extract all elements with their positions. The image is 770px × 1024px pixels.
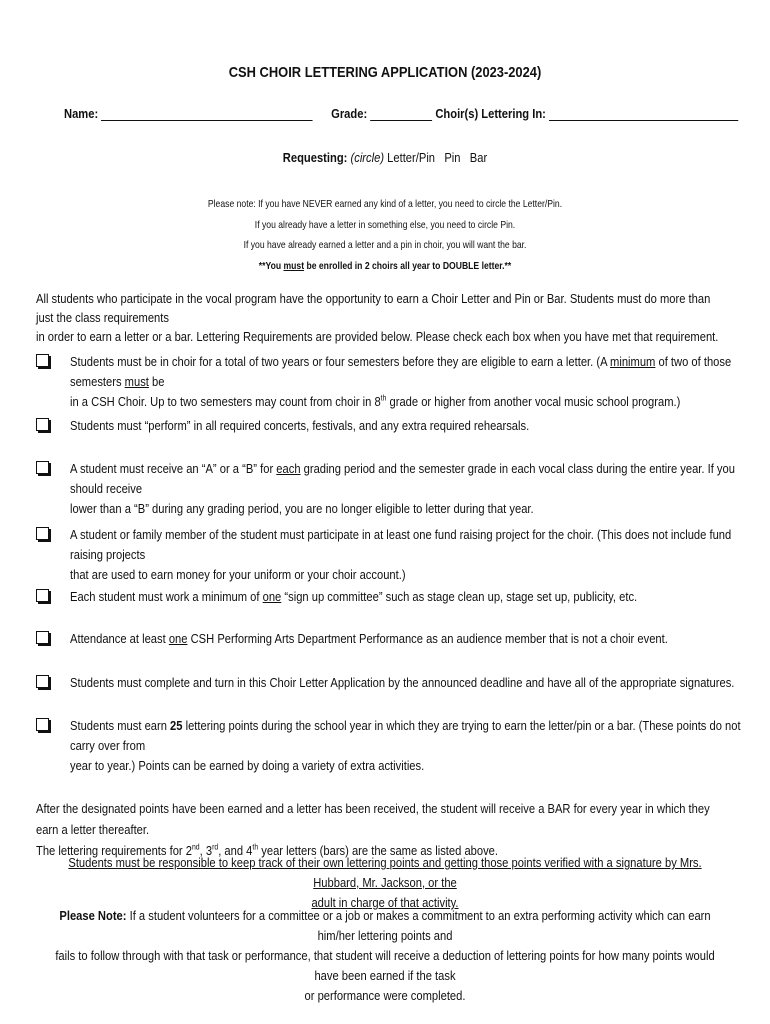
name-field[interactable] <box>101 108 313 121</box>
requesting-circle-hint: (circle) <box>350 150 385 165</box>
note-line: If you have already earned a letter and a pin in choir, you will want the bar. <box>243 239 527 251</box>
please-note-paragraph: Please Note: If a student volunteers for a committee or a job or makes a commitment to an extra performing activity which can earn him/her lettering points and fails to follow through with that task or performance, that student will receive a deduction of lettering points for how many points would have been earned if the task or performance were completed. <box>55 908 715 1003</box>
requirement-checkbox[interactable] <box>36 527 49 540</box>
requirement-text: Each student must work a minimum of one “sign up committee” such as stage clean up, stage set up, publicity, etc. <box>70 589 638 604</box>
intro-paragraph <box>36 289 724 346</box>
intro-line: All students who participate in the vocal program have the opportunity to earn a Choir Letter and Pin or Bar. Students must do more than just the class requirements <box>36 291 711 325</box>
note-line: If you already have a letter in something else, you need to circle Pin. <box>254 218 516 231</box>
intro-line: in order to earn a letter or a bar. Lettering Requirements are provided below. Please check each box when you have met that requirement. <box>36 329 719 344</box>
requirement-checkbox[interactable] <box>36 418 49 431</box>
student-info-row <box>64 106 649 121</box>
requirement-checkbox[interactable] <box>36 718 49 731</box>
name-label: Name: <box>64 106 99 121</box>
requirement-text: A student must receive an “A” or a “B” for each grading period and the semester grade in each vocal class during the entire year. If you should receive lower than a “B” during any grading period, you are no longer eligible to letter during that year. <box>70 461 735 516</box>
requirement-text: Students must earn 25 lettering points during the school year in which they are trying to earn the letter/pin or a bar. (These points do not carry over from year to year.) Points can be earned by doing a variety of extra activities. <box>70 718 741 773</box>
choirs-label: Choir(s) Lettering In: <box>435 106 546 121</box>
double-letter-note <box>69 256 700 277</box>
note-line: Please note: If you have NEVER earned any kind of a letter, you need to circle the Letter/Pin. <box>207 198 563 210</box>
requirement-text: Students must “perform” in all required concerts, festivals, and any extra required rehearsals. <box>70 418 530 433</box>
note-emphasis: must <box>283 259 305 272</box>
requirement-checkbox[interactable] <box>36 354 49 367</box>
after-letter-paragraph: After the designated points have been earned and a letter has been received, the student will receive a BAR for every year in which they earn a letter thereafter. The lettering requirements for 2nd, 3rd, and 4th year letters (bars) are the same as listed above. <box>36 801 710 858</box>
notes-block <box>69 194 700 276</box>
requesting-line <box>54 150 716 165</box>
requirement-text: Attendance at least one CSH Performing Arts Department Performance as an audience member that is not a choir event. <box>70 631 668 646</box>
requirement-checkbox[interactable] <box>36 631 49 644</box>
grade-label: Grade: <box>331 106 368 121</box>
requirement-text: Students must be in choir for a total of two years or four semesters before they are eligible to earn a letter. (A minimum of two of those semesters must be in a CSH Choir. Up to two semesters may count from choir in 8th grade or higher from another vocal music school program.) <box>70 354 732 409</box>
requirement-checkbox[interactable] <box>36 461 49 474</box>
requesting-label: Requesting: <box>282 150 348 165</box>
tracking-paragraph: Students must be responsible to keep track of their own lettering points and getting those points verified with a signature by Mrs. Hubbard, Mr. Jackson, or the adult in charge of that activity. <box>68 855 702 910</box>
requirement-text: Students must complete and turn in this Choir Letter Application by the announced deadline and have all of the appropriate signatures. <box>70 675 735 690</box>
note-text: be enrolled in 2 choirs all year to DOUBLE letter.** <box>304 259 512 272</box>
requesting-options[interactable]: Letter/Pin Pin Bar <box>387 150 488 165</box>
page-title: CSH CHOIR LETTERING APPLICATION (2023-2024) <box>228 64 542 81</box>
grade-field[interactable] <box>370 108 432 121</box>
requirement-text: A student or family member of the student must participate in at least one fund raising project for the choir. (This does not include fund raising projects that are used to earn money for your uniform or your choir account.) <box>70 527 732 582</box>
choirs-field[interactable] <box>549 108 738 121</box>
please-note-label: Please Note: <box>59 908 127 923</box>
note-text: **You <box>258 259 284 272</box>
requirement-checkbox[interactable] <box>36 589 49 602</box>
requirement-checkbox[interactable] <box>36 675 49 688</box>
